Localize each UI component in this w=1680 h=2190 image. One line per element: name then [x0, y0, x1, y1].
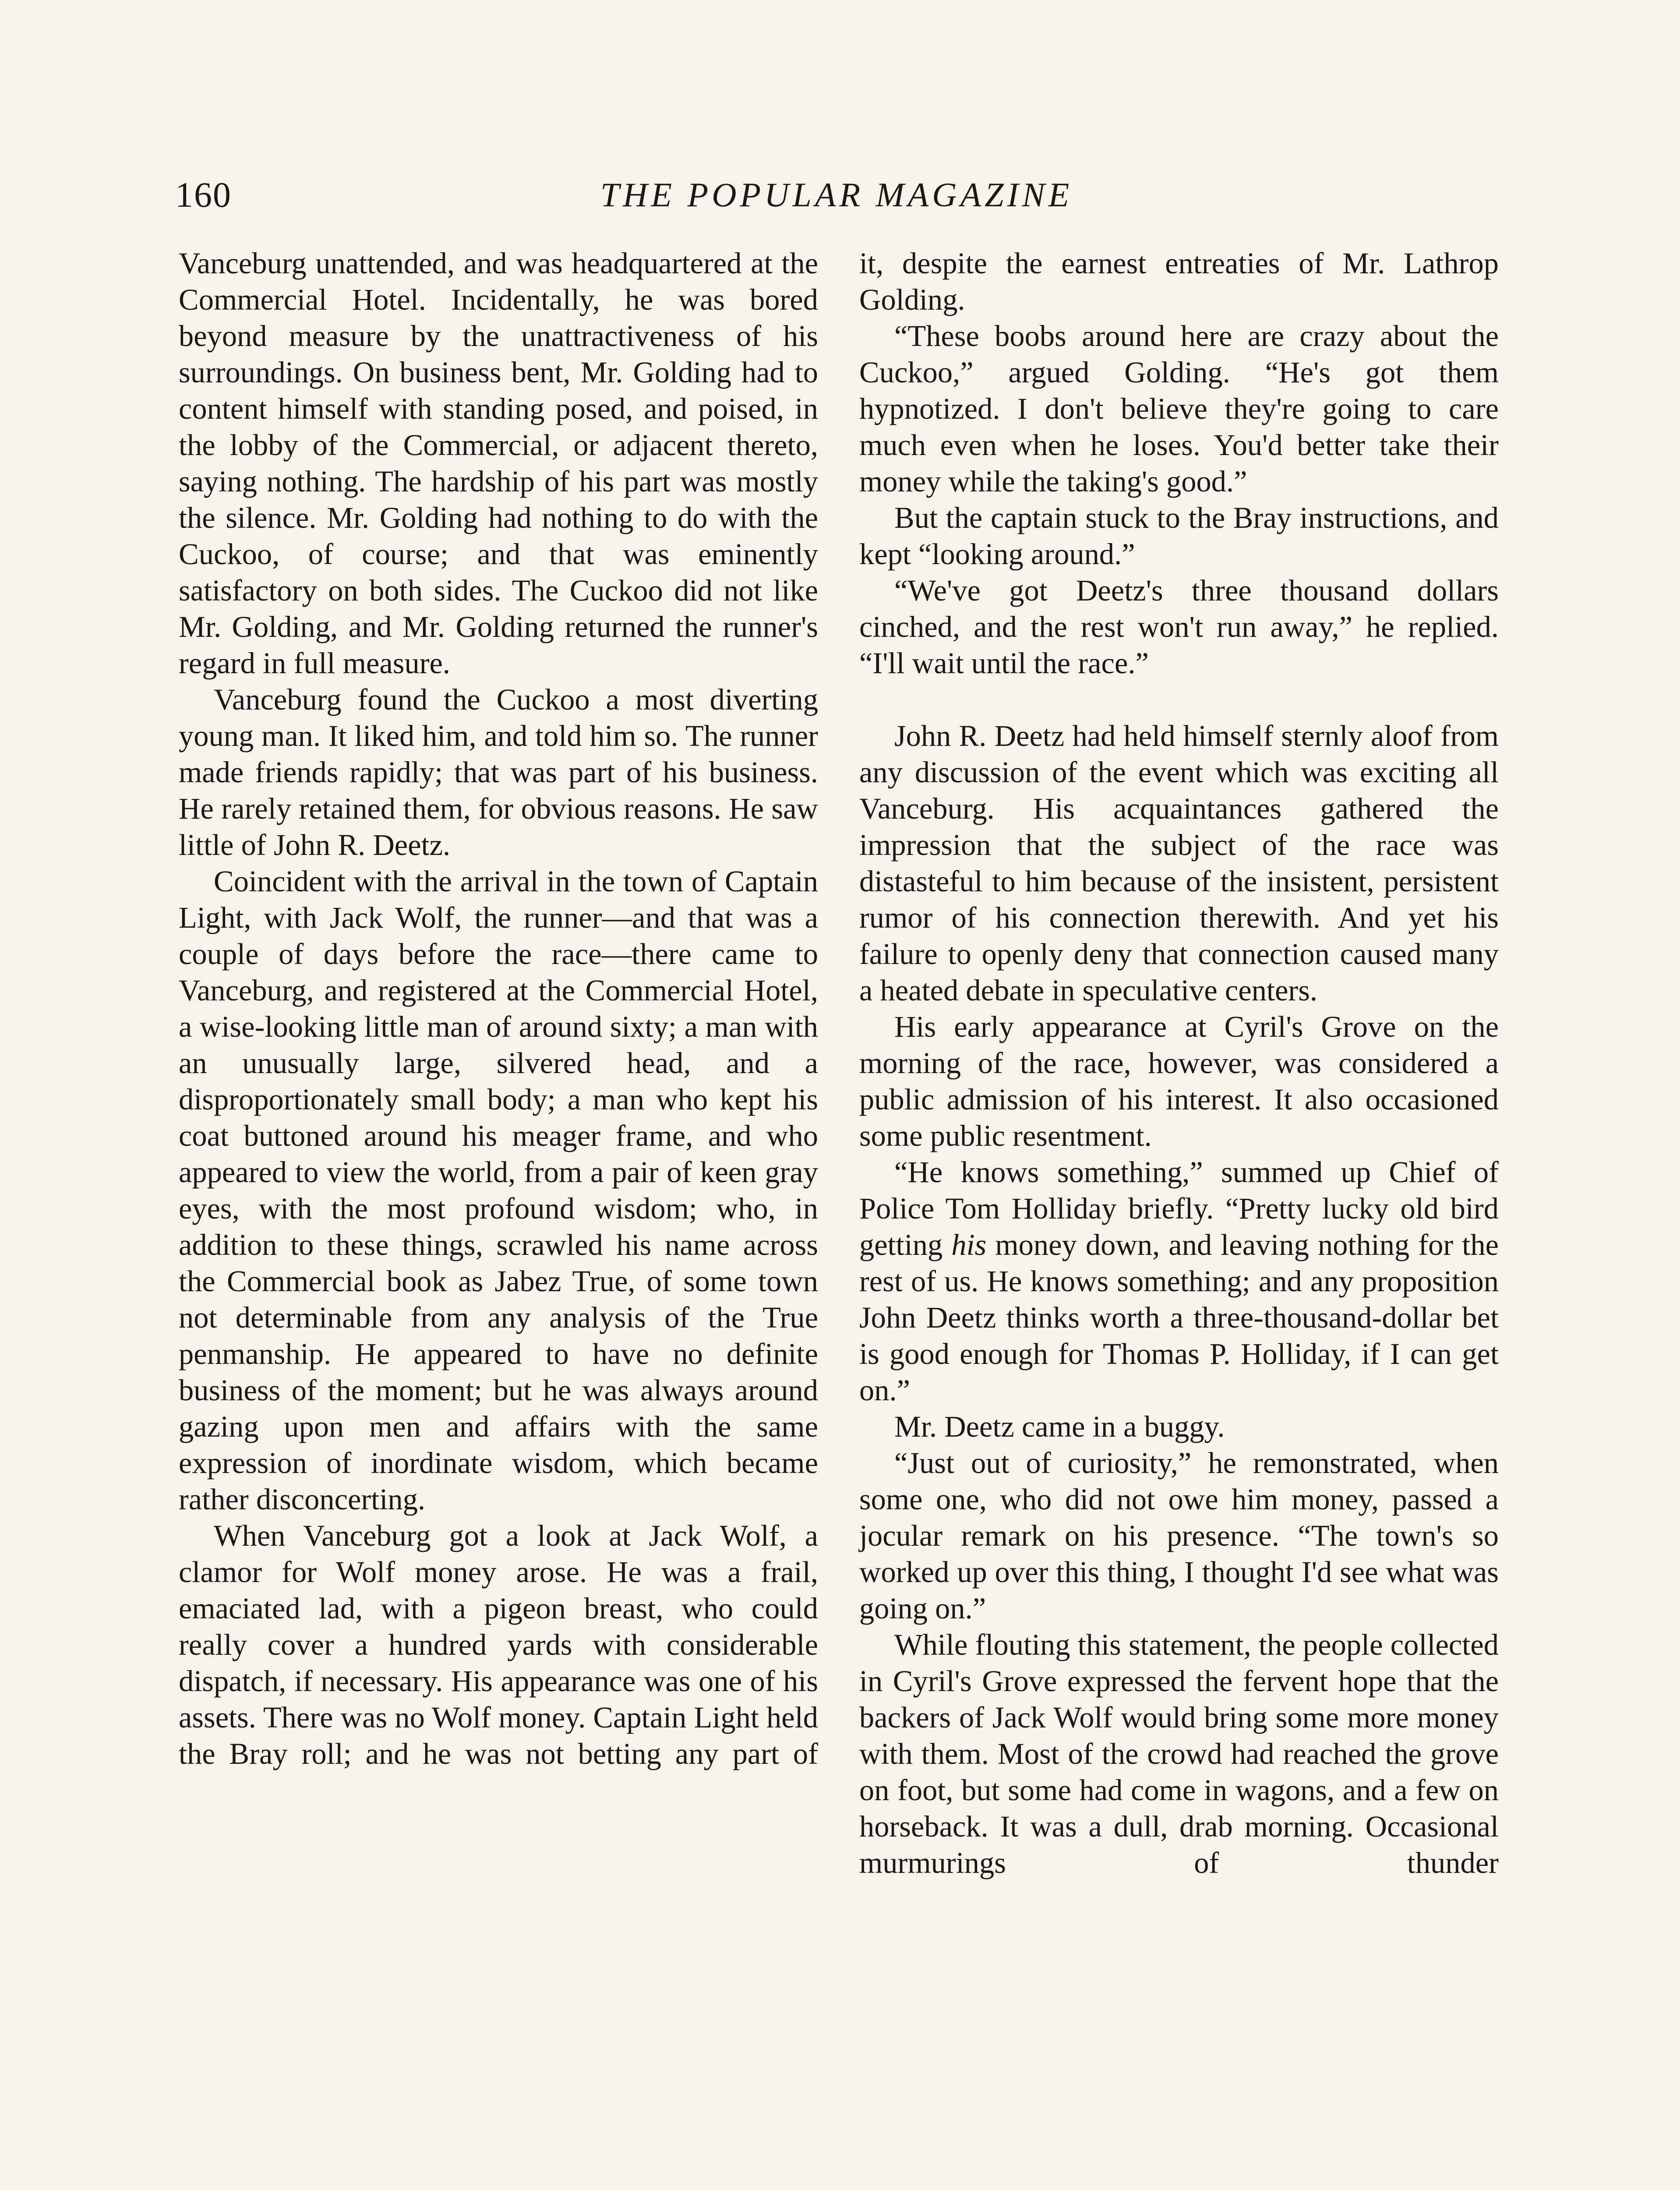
paragraph: Vanceburg found the Cuckoo a most diverting young man. It liked him, and told him so. The runner made friends rapidly; that was part of his business. He rarely retained them, for obvious reasons. He saw little of John R. Deetz.	[179, 683, 818, 862]
paragraph: it, despite the earnest entreaties of Mr. Lathrop Golding.	[859, 247, 1499, 316]
paragraph: John R. Deetz had held himself sternly aloof from any discussion of the event which was exciting all Vanceburg. His acquaintances gathered the impression that the subject of the race was distasteful to him because of the insistent, persistent rumor of his connection therewith. And yet his failure to openly deny that connection caused many a heated debate in speculative centers.	[859, 719, 1499, 1007]
paragraph: While flouting this statement, the people collected in Cyril's Grove expressed the fervent hope that the backers of Jack Wolf would bring some more money with them. Most of the crowd had reached the grove on foot, but some had come in wagons, and a few on horseback. It was a dull, drab morning. Occasional murmurings of thunder	[859, 1628, 1499, 1879]
paragraph: “These boobs around here are crazy about the Cuckoo,” argued Golding. “He's got them hypnotized. I don't believe they're going to care much even when he loses. You'd better take their money while the taking's good.”	[859, 319, 1499, 498]
paragraph: “We've got Deetz's three thousand dollars cinched, and the rest won't run away,” he replied. “I'll wait until the race.”	[859, 574, 1499, 680]
page-number: 160	[175, 175, 232, 215]
text-run: money down, and leaving nothing for the rest of us. He knows something; and any proposition John Deetz thinks worth a three-thousand-dollar bet is good enough for Thomas P. Holliday, if I can get on.”	[859, 1228, 1499, 1407]
paragraph: Mr. Deetz came in a buggy.	[894, 1410, 1225, 1443]
running-head: THE POPULAR MAGAZINE	[600, 176, 1073, 214]
paragraph	[859, 1154, 1499, 1409]
emphasis: his	[951, 1228, 987, 1261]
text-run: “He knows something,” summed up Chief of Police Tom Holliday briefly. “Pretty lucky old bird getting	[859, 1155, 1499, 1261]
paragraph: His early appearance at Cyril's Grove on the morning of the race, however, was considered a public admission of his interest. It also occasioned some public resentment.	[859, 1010, 1499, 1152]
paragraph: Vanceburg unattended, and was headquartered at the Commercial Hotel. Incidentally, he was bored beyond measure by the unattractiveness of his surroundings. On business bent, Mr. Golding had to content himself with standing posed, and poised, in the lobby of the Commercial, or adjacent thereto, saying nothing. The hardship of his part was mostly the silence. Mr. Golding had nothing to do with the Cuckoo, of course; and that was eminently satisfactory on both sides. The Cuckoo did not like Mr. Golding, and Mr. Golding returned the runner's regard in full measure.	[179, 247, 818, 680]
paragraph: Coincident with the arrival in the town of Captain Light, with Jack Wolf, the runner—and that was a couple of days before the race—there came to Vanceburg, and registered at the Commercial Hotel, a wise-looking little man of around sixty; a man with an unusually large, silvered head, and a disproportionately small body; a man who kept his coat buttoned around his meager frame, and who appeared to view the world, from a pair of keen gray eyes, with the most profound wisdom; who, in addition to these things, scrawled his name across the Commercial book as Jabez True, of some town not determinable from any analysis of the True penmanship. He appeared to have no definite business of the moment; but he was always around gazing upon men and affairs with the same expression of inordinate wisdom, which became rather disconcerting.	[179, 865, 818, 1516]
left-column	[179, 245, 818, 1772]
right-column	[859, 245, 1499, 1881]
paragraph: “Just out of curiosity,” he remonstrated, when some one, who did not owe him money, passed a jocular remark on his presence. “The town's so worked up over this thing, I thought I'd see what was going on.”	[859, 1446, 1499, 1625]
paragraph: But the captain stuck to the Bray instructions, and kept “looking around.”	[859, 501, 1499, 571]
page-header	[175, 171, 1498, 228]
paragraph: When Vanceburg got a look at Jack Wolf, a clamor for Wolf money arose. He was a frail, emaciated lad, with a pigeon breast, who could really cover a hundred yards with considerable dispatch, if necessary. His appearance was one of his assets. There was no Wolf money. Captain Light held the Bray roll; and he was not betting any part of	[179, 1519, 818, 1770]
